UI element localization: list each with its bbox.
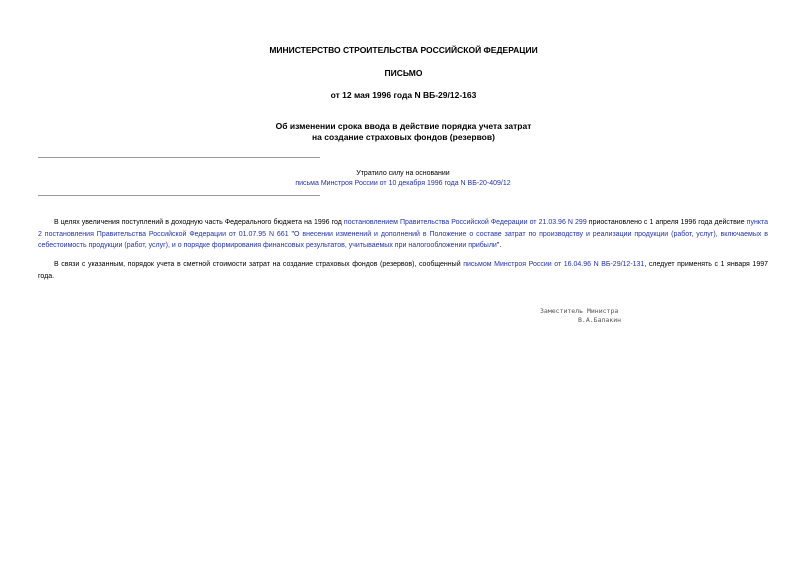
- paragraph-2-text-1: В связи с указанным, порядок учета в сметной стоимости затрат на создание страховых фондов (резервов), сообщенный: [54, 261, 464, 268]
- divider-top: [38, 157, 320, 158]
- body-paragraph-1: [38, 217, 768, 252]
- paragraph-2-text-2: , следует применять с 1 января 1997 года.: [38, 261, 768, 280]
- paragraph-1-link-resolution-299[interactable]: постановлением Правительства Российской Федерации от 21.03.96 N 299: [343, 219, 587, 226]
- paragraph-2-link-letter-131[interactable]: письмом Минстроя России от 16.04.96 N ВБ-29/12-131: [463, 261, 645, 268]
- body-paragraph-2: [38, 259, 768, 282]
- ministry-title: МИНИСТЕРСТВО СТРОИТЕЛЬСТВА РОССИЙСКОЙ ФЕДЕРАЦИИ: [269, 45, 538, 55]
- paragraph-1-text-4: ".: [496, 242, 502, 249]
- signature-position: Заместитель Министра: [540, 307, 619, 315]
- document-type: ПИСЬМО: [384, 68, 423, 78]
- paragraph-1-text-2: приостановлено с 1 апреля 1996 года действие: [586, 219, 747, 226]
- divider-bottom: [38, 195, 320, 196]
- signature-name: В.А.Балакин: [578, 316, 622, 324]
- document-date-number: от 12 мая 1996 года N ВБ-29/12-163: [330, 90, 477, 100]
- paragraph-1-link-resolution-661[interactable]: пункта 2 постановления Правительства Российской Федерации от 01.07.95 N 661: [38, 219, 768, 238]
- status-note: Утратило силу на основании: [356, 170, 450, 177]
- document-subject-line-1: Об изменении срока ввода в действие порядка учета затрат: [275, 121, 532, 131]
- paragraph-1-link-regulation[interactable]: О внесении изменений и дополнений в Положение о составе затрат по производству и реализации продукции (работ, услуг), включаемых в себестоимость продукции (работ, услуг), и о порядке формирования финансовых результатов, учитываемых при налогообложении прибыли: [38, 230, 768, 249]
- document-subject-line-2: на создание страховых фондов (резервов): [312, 132, 495, 142]
- status-link-line: [200, 180, 606, 187]
- paragraph-1-text-3: ": [288, 230, 295, 238]
- status-reference-link[interactable]: письма Минстроя России от 10 декабря 1996 года N ВБ-20-409/12: [295, 180, 511, 187]
- paragraph-1-text-1: В целях увеличения поступлений в доходную часть Федерального бюджета на 1996 год: [54, 219, 344, 226]
